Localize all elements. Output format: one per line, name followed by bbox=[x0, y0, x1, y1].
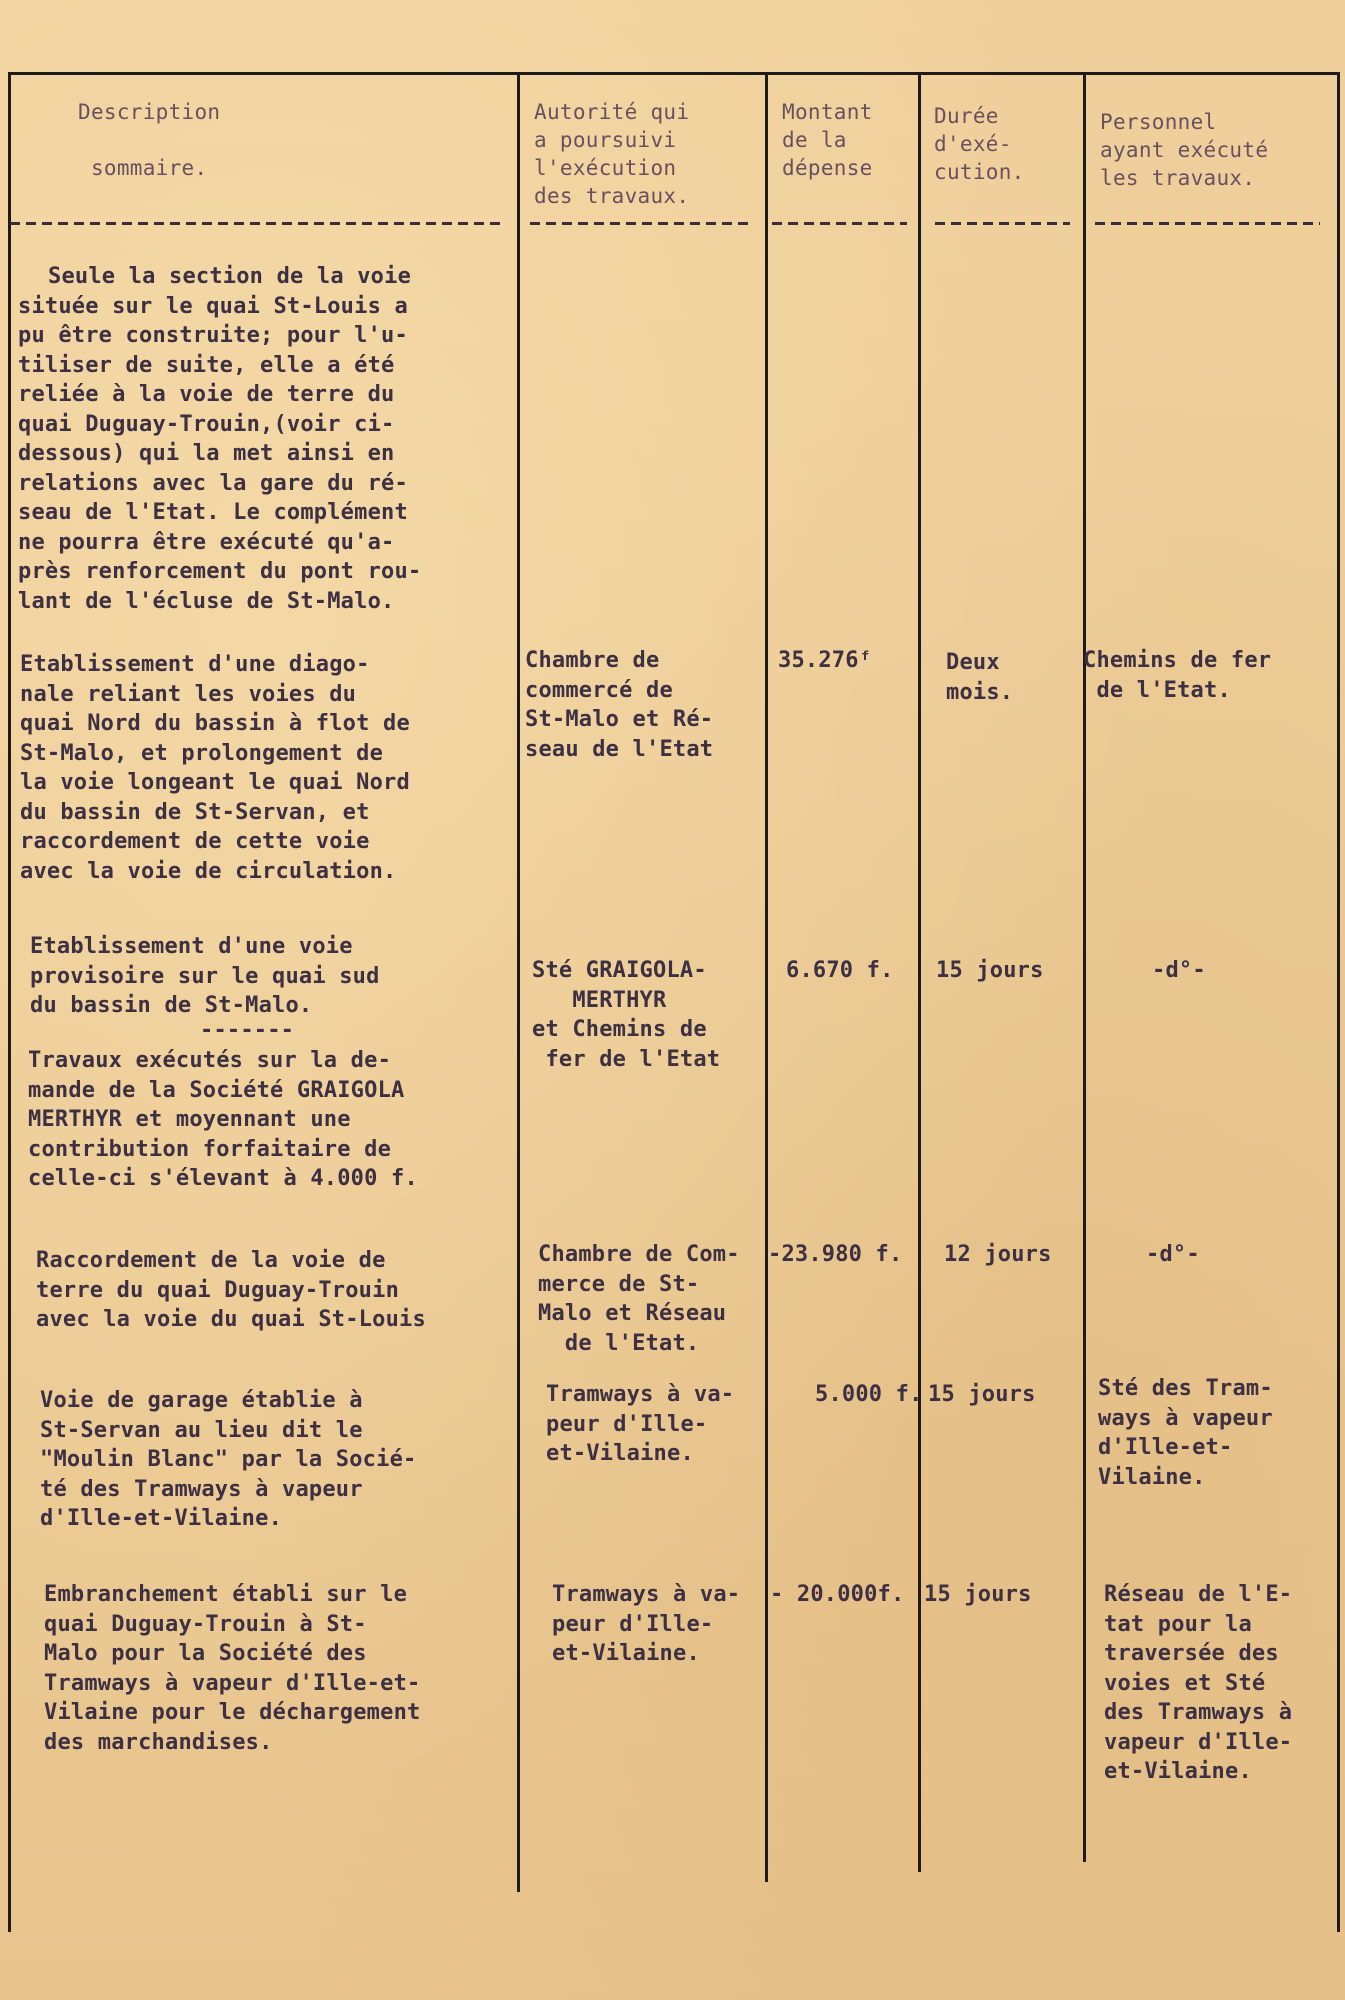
column-divider-4 bbox=[1083, 72, 1086, 1862]
row-3-description: Etablissement d'une voie provisoire sur le quai sud du bassin de St-Malo. bbox=[30, 934, 380, 1018]
row-3-amount: 6.670 f. bbox=[786, 958, 894, 983]
table-right-border bbox=[1337, 72, 1340, 1932]
table-top-border bbox=[8, 72, 1338, 75]
row-1-description: Seule la section de la voie située sur le quai St-Louis a pu être construite; pour l'u- tiliser de suite, elle a été reliée à la voie de terre du quai Duguay-Trouin,(voir ci- dessous) qui la met ainsi en relations avec la gare du ré- seau de l'Etat. Le complément ne pourra être exécuté qu'a- près renforcement du pont rou- lant de l'écluse de St-Malo. bbox=[18, 264, 422, 614]
row-4-duration: 12 jours bbox=[944, 1242, 1052, 1267]
row-2-duration: Deux mois. bbox=[946, 650, 1014, 705]
row-6-authority: Tramways à va- peur d'Ille- et-Vilaine. bbox=[552, 1582, 741, 1666]
row-4-personnel: -d°- bbox=[1146, 1242, 1200, 1267]
row-2-personnel: Chemins de fer de l'Etat. bbox=[1083, 648, 1272, 703]
header-separator-3 bbox=[772, 222, 907, 225]
row-6-duration: 15 jours bbox=[924, 1582, 1032, 1607]
header-separator-5 bbox=[1095, 222, 1320, 225]
row-3-personnel: -d°- bbox=[1152, 958, 1206, 983]
header-separator-4 bbox=[935, 222, 1070, 225]
row-2-description: Etablissement d'une diago- nale reliant les voies du quai Nord du bassin à flot de St-Malo, et prolongement de la voie longeant le quai Nord du bassin de St-Servan, et raccordement de cette voie avec la voie de circulation. bbox=[20, 652, 410, 884]
table-left-border bbox=[8, 72, 11, 1932]
row-6-amount: - 20.000f. bbox=[770, 1582, 905, 1607]
row-3-authority: Sté GRAIGOLA- MERTHYR et Chemins de fer de l'Etat bbox=[532, 958, 721, 1072]
row-6-description: Embranchement établi sur le quai Duguay-Trouin à St- Malo pour la Société des Tramways à vapeur d'Ille-et- Vilaine pour le déchargement des marchandises. bbox=[44, 1582, 421, 1755]
column-divider-3 bbox=[918, 72, 921, 1872]
row-5-description: Voie de garage établie à St-Servan au lieu dit le "Moulin Blanc" par la Socié- té des Tramways à vapeur d'Ille-et-Vilaine. bbox=[40, 1388, 417, 1531]
header-authority: Autorité qui a poursuivi l'exécution des travaux. bbox=[534, 100, 690, 208]
row-2-amount: 35.276ᶠ bbox=[778, 648, 873, 673]
row-5-duration: 15 jours bbox=[928, 1382, 1036, 1407]
row-3-duration: 15 jours bbox=[936, 958, 1044, 983]
header-description: Description sommaire. bbox=[78, 100, 221, 180]
row-5-authority: Tramways à va- peur d'Ille- et-Vilaine. bbox=[546, 1382, 735, 1466]
row-4-amount: -23.980 f. bbox=[768, 1242, 903, 1267]
column-divider-2 bbox=[765, 72, 768, 1882]
header-separator-2 bbox=[530, 222, 752, 225]
row-4-description: Raccordement de la voie de terre du quai Duguay-Trouin avec la voie du quai St-Louis bbox=[36, 1248, 426, 1332]
row-6-personnel: Réseau de l'E- tat pour la traversée des voies et Sté des Tramways à vapeur d'Ille- et-Vilaine. bbox=[1104, 1582, 1293, 1784]
header-amount: Montant de la dépense bbox=[782, 100, 873, 180]
header-duration: Durée d'exé- cution. bbox=[934, 104, 1025, 184]
column-divider-1 bbox=[517, 72, 520, 1892]
row-3-note: Travaux exécutés sur la de- mande de la Société GRAIGOLA MERTHYR et moyennant une contribution forfaitaire de celle-ci s'élevant à 4.000 f. bbox=[28, 1048, 418, 1191]
row-5-personnel: Sté des Tram- ways à vapeur d'Ille-et- Vilaine. bbox=[1098, 1376, 1273, 1490]
header-personnel: Personnel ayant exécuté les travaux. bbox=[1100, 110, 1269, 190]
row-2-authority: Chambre de commercé de St-Malo et Ré- seau de l'Etat bbox=[525, 648, 714, 762]
row-3-separator: ------- bbox=[200, 1018, 295, 1043]
row-4-authority: Chambre de Com- merce de St- Malo et Réseau de l'Etat. bbox=[538, 1242, 740, 1356]
row-5-amount: 5.000 f. bbox=[815, 1382, 923, 1407]
header-separator-1 bbox=[10, 222, 500, 225]
